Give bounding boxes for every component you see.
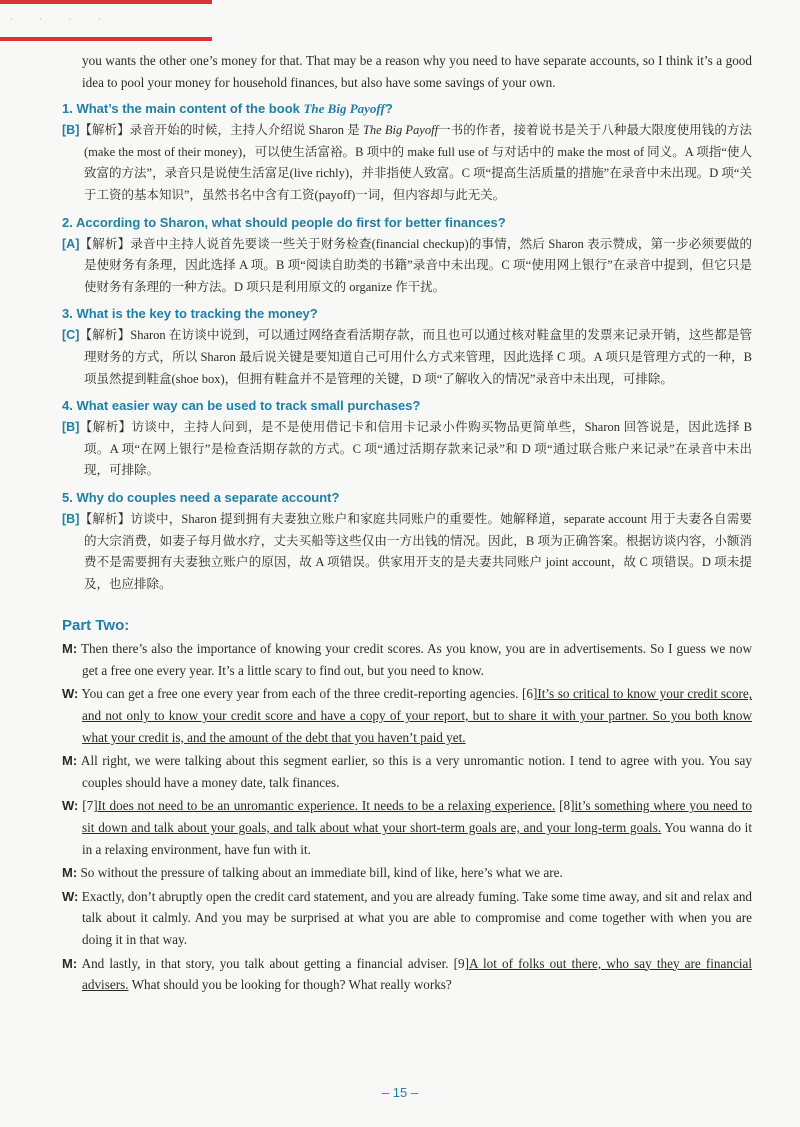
dialogue-turn bbox=[62, 953, 752, 996]
dialogue-turn bbox=[62, 750, 752, 793]
speaker-label: W: bbox=[62, 686, 79, 702]
question-3 bbox=[62, 303, 752, 390]
top-red-bar-lower bbox=[0, 37, 212, 41]
underlined-answer-text: It’s so critical to know your credit score, and not only to know your credit score and have a copy of your report, but to share it with your partner. So you both know what your credit is, and the amount of the debt that you haven’t paid yet. bbox=[82, 686, 752, 745]
intro-paragraph: you wants the other one’s money for that. That may be a reason why you need to have separate accounts, so I think it’s a good idea to pool your money for household finances, but also have some savings of your own. bbox=[82, 53, 752, 90]
answer-tag: [C] bbox=[62, 328, 80, 343]
answer-tag: [A] bbox=[62, 236, 80, 251]
answer-tag: [B] bbox=[62, 511, 80, 526]
speaker-label: W: bbox=[62, 888, 79, 904]
page-number: – 15 – bbox=[381, 1085, 419, 1100]
question-text: 2. According to Sharon, what should people do first for better finances? bbox=[62, 214, 506, 230]
question-1 bbox=[62, 98, 752, 206]
answer-explanation: [C]【解析】Sharon 在访谈中说到，可以通过网络查看活期存款，而且也可以通过核对鞋盒里的发票来记录开销，这些都是管理财务的方式，所以 Sharon 最后说关键是要知道自己可用什么方式来管理，因此选择 C 项。A 项只是管理方式的一种，B 项虽然提到鞋盒(shoe box)，但拥有鞋盒并不是管理的关键，D 项“了解收入的情况”录音中未出现，可排除。 bbox=[62, 328, 752, 386]
answer-explanation: [A]【解析】录音中主持人说首先要谈一些关于财务检查(financial checkup)的事情，然后 Sharon 表示赞成，第一步必须要做的是使财务有条理，因此选择 A 项。B 项“阅读自助类的书籍”录音中未出现。C 项“使用网上银行”在录音中提到，但它只是使财务有条理的一种方法。D 项只是利用原文的 organize 作干扰。 bbox=[62, 236, 752, 294]
top-red-bar bbox=[0, 0, 212, 4]
dialogue-text: [8] bbox=[555, 798, 575, 814]
speaker-label: M: bbox=[62, 753, 78, 769]
dialogue-text: Exactly, don’t abruptly open the credit card statement, and you are already fuming. Take some time away, and sit and relax and talk about it calmly. And you may be surprised at what you are able to compromise and come together with when you are doing it in that way. bbox=[81, 888, 753, 947]
question-2 bbox=[62, 212, 752, 299]
question-text: 3. What is the key to tracking the money? bbox=[62, 306, 318, 322]
dialogue-turn bbox=[62, 886, 752, 951]
dialogue-text: So without the pressure of talking about an immediate bill, kind of like, here’s what we are. bbox=[80, 865, 563, 881]
dialogue-text: [7] bbox=[82, 798, 98, 814]
dialogue bbox=[62, 638, 752, 996]
dialogue-turn bbox=[62, 862, 752, 884]
question-5 bbox=[62, 487, 752, 595]
answer-tag: [B] bbox=[62, 420, 80, 435]
speaker-label: M: bbox=[62, 955, 78, 971]
answer-explanation: [B]【解析】访谈中，主持人问到，是不是使用借记卡和信用卡记录小件购买物品更简单些，Sharon 回答说是，因此选择 B 项。A 项“在网上银行”是检查活期存款的方式。C 项“通过活期存款来记录”和 D 项“通过联合账户来记录”在录音中未出现，可排除。 bbox=[62, 420, 752, 478]
speaker-label: W: bbox=[62, 798, 79, 814]
dialogue-text: What should you be looking for though? What really works? bbox=[128, 977, 452, 993]
answer-explanation: [B]【解析】访谈中，Sharon 提到拥有夫妻独立账户和家庭共同账户的重要性。她解释道，separate account 用于夫妻各自需要的大宗消费，如妻子每月做水疗，丈夫买船等这些仅由一方出钱的情况。因此，B 项为正确答案。根据访谈内容，小额消费不是需要拥有夫妻独立账户的原因，故 A 项错误。供家用开支的是夫妻共同账户 joint account，故 C 项错误。D 项未提及，也应排除。 bbox=[62, 511, 752, 591]
dialogue-text: Then there’s also the importance of knowing your credit scores. As you know, you are in advertisements. So I guess we now get a free one every year. It’s a little scary to find out, but you need to know. bbox=[80, 641, 752, 678]
question-text: 1. What’s the main content of the book The Big Payoff? bbox=[62, 101, 393, 117]
dialogue-text: You wanna do it in a relaxing environment, have fun with it. bbox=[82, 820, 752, 857]
dialogue-text: And lastly, in that story, you talk about getting a financial adviser. [9] bbox=[81, 955, 470, 971]
answer-explanation: [B]【解析】录音开始的时候，主持人介绍说 Sharon 是 The Big Payoff一书的作者，接着说书是关于八种最大限度使用钱的方法(make the most of their money)，可以使生活富裕。B 项中的 make full use of 与对话中的 make the most of 同义。A 项指“使人致富的方法”，录音只是说使生活富足(live richly)，并非指使人致富。C 项“提高生活质量的措施”在录音中未出现。D 项“关于工资的基本知识”，虽然书名中含有工资(payoff)一词，但内容却与此无关。 bbox=[62, 123, 752, 202]
answer-tag: [B] bbox=[62, 123, 80, 138]
page-content bbox=[62, 50, 752, 998]
question-text: 4. What easier way can be used to track small purchases? bbox=[62, 398, 421, 414]
dialogue-turn bbox=[62, 638, 752, 681]
header-specks: · · · · bbox=[10, 14, 113, 24]
part-two-heading: Part Two: bbox=[62, 617, 130, 635]
speaker-label: M: bbox=[62, 865, 78, 881]
underlined-answer-text: It does not need to be an unromantic experience. It needs to be a relaxing experience. bbox=[97, 798, 556, 814]
question-4 bbox=[62, 395, 752, 482]
dialogue-text: You can get a free one every year from each of the three credit-reporting agencies. [6] bbox=[81, 686, 538, 702]
dialogue-turn bbox=[62, 683, 752, 748]
underlined-answer-text: it’s something where you need to sit down and talk about your goals, and talk about what your short-term goals are, and your long-term goals. bbox=[82, 798, 752, 836]
question-text: 5. Why do couples need a separate account? bbox=[62, 489, 340, 505]
dialogue-turn bbox=[62, 795, 752, 860]
dialogue-text: All right, we were talking about this segment earlier, so this is a very unromantic notion. I tend to agree with you. You say couples should have a money date, talk finances. bbox=[80, 753, 752, 790]
speaker-label: M: bbox=[62, 641, 78, 657]
underlined-answer-text: A lot of folks out there, who say they are financial advisers. bbox=[82, 955, 752, 993]
